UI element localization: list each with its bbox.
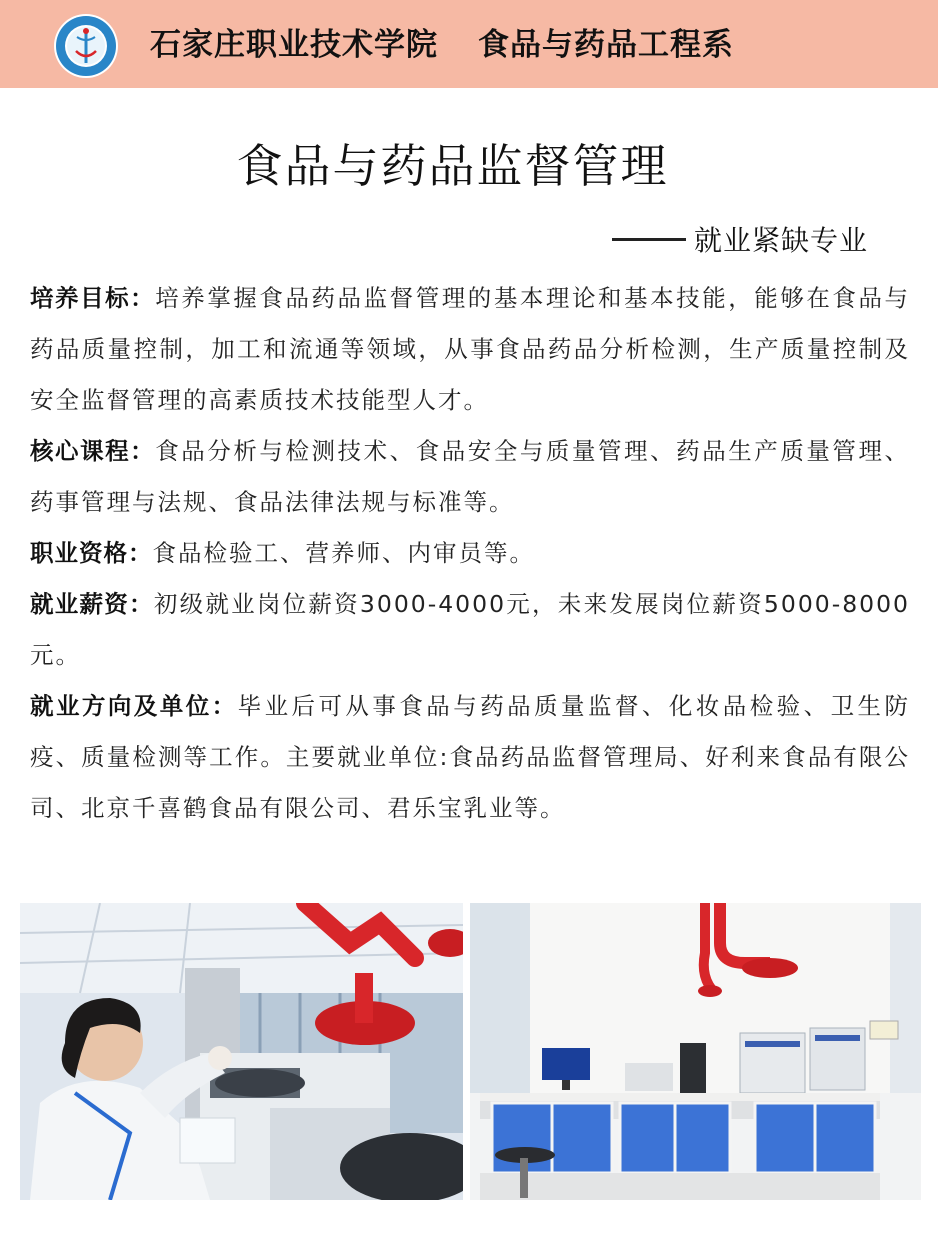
section-text: 毕业后可从事食品与药品质量监督、化妆品检验、卫生防疫、质量检测等工作。主要就业单位:食品药品监督管理局、好利来食品有限公司、北京千喜鹤食品有限公司、君乐宝乳业等。 [30, 692, 910, 822]
subtitle-text: 就业紧缺专业 [694, 224, 869, 257]
school-name: 石家庄职业技术学院 [150, 27, 438, 63]
lab-photo-technician [20, 903, 463, 1200]
program-description [30, 273, 910, 834]
section-goal [30, 273, 910, 426]
section-text: 初级就业岗位薪资3000-4000元，未来发展岗位薪资5000-8000元。 [30, 590, 911, 669]
school-logo-icon [53, 13, 119, 79]
section-label: 职业资格： [30, 539, 153, 567]
section-text: 培养掌握食品药品监督管理的基本理论和基本技能，能够在食品与药品质量控制，加工和流通等领域，从事食品药品分析检测，生产质量控制及安全监督管理的高素质技术技能型人才。 [30, 284, 911, 414]
department-name: 食品与药品工程系 [478, 27, 734, 63]
section-text: 食品检验工、营养师、内审员等。 [152, 539, 535, 567]
section-employment [30, 681, 910, 834]
section-courses [30, 426, 910, 528]
section-salary [30, 579, 910, 681]
subtitle-dash [612, 238, 686, 241]
section-label: 培养目标： [30, 284, 156, 312]
lab-photo-bench [470, 903, 921, 1200]
subtitle [612, 219, 868, 259]
header-bar [0, 0, 938, 88]
page-title: 食品与药品监督管理 [236, 139, 669, 193]
section-qualification [30, 528, 910, 579]
header-title [150, 20, 734, 70]
section-label: 就业方向及单位： [30, 692, 238, 720]
section-label: 就业薪资： [30, 590, 154, 618]
section-text: 食品分析与检测技术、食品安全与质量管理、药品生产质量管理、药事管理与法规、食品法律法规与标准等。 [30, 437, 911, 516]
section-label: 核心课程： [30, 437, 156, 465]
